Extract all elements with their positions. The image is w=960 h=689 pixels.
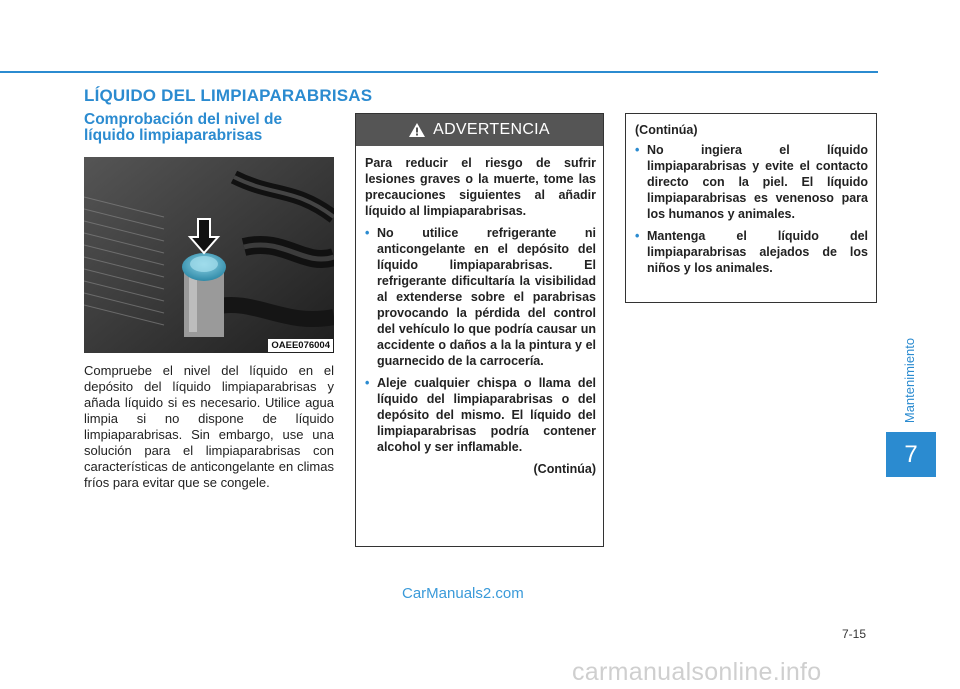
side-tab-label xyxy=(886,330,934,430)
subsection-title: Comprobación del nivel de líquido limpiaparabrisas xyxy=(84,111,283,144)
bullet-icon: • xyxy=(635,229,640,243)
warning-intro: Para reducir el riesgo de sufrir lesiones graves o la muerte, tome las precauciones siguientes al añadir líquido al limpiaparabrisas. xyxy=(365,156,596,218)
bullet-icon: • xyxy=(365,376,370,390)
engine-illustration xyxy=(84,157,334,353)
watermark-link[interactable]: CarManuals2.com xyxy=(402,585,524,602)
warning-box xyxy=(355,113,604,547)
bullet-icon: • xyxy=(635,143,640,157)
header-rule xyxy=(0,71,878,73)
warning-bullet: • No utilice refrigerante ni anticongelante en el depósito del líquido limpiaparabrisas. El refrigerante dificultaría la visibilidad al extenderse sobre el parabrisas provocando la pérdida del control del vehículo lo que podría causar un accidente o daños a la la pintura y el guarnecido de la carrocería. xyxy=(365,226,596,368)
side-tab-text: Mantenimiento xyxy=(902,337,918,423)
body-paragraph: Compruebe el nivel del líquido en el depósito del líquido limpiaparabrisas y añada líquido si es necesario. Utilice agua limpia si no dispone de líquido limpiaparabrisas. Sin embargo, use una solución para el limpiaparabrisas con características de anticongelante en climas fríos para evitar que se congele. xyxy=(84,363,334,490)
chapter-number-badge: 7 xyxy=(886,432,936,477)
warning-title: ADVERTENCIA xyxy=(433,121,550,138)
warning-header xyxy=(356,114,603,146)
bullet-icon: • xyxy=(365,226,370,240)
warning-body xyxy=(356,146,603,477)
continued-box xyxy=(625,113,877,303)
page-number: 7-15 xyxy=(842,627,867,641)
section-title: LÍQUIDO DEL LIMPIAPARABRISAS xyxy=(84,86,373,105)
watermark-footer: carmanualsonline.info xyxy=(572,658,822,686)
photo-code: OAEE076004 xyxy=(268,339,333,352)
continued-header: (Continúa) xyxy=(635,123,698,137)
warning-bullet: • Aleje cualquier chispa o llama del líquido del limpiaparabrisas o del depósito del mismo. El líquido del limpiaparabrisas podría contener alcohol y ser inflamable. xyxy=(365,376,596,454)
warning-triangle-icon xyxy=(409,123,425,137)
continued-bullet: • No ingiera el líquido limpiaparabrisas y evite el contacto directo con la piel. El líquido limpiaparabrisas es venenoso para los humanos y animales. xyxy=(635,143,868,221)
continues-note: (Continúa) xyxy=(533,462,596,476)
engine-photo xyxy=(84,157,334,353)
continued-bullet: • Mantenga el líquido del limpiaparabrisas alejados de los niños y los animales. xyxy=(635,229,868,275)
